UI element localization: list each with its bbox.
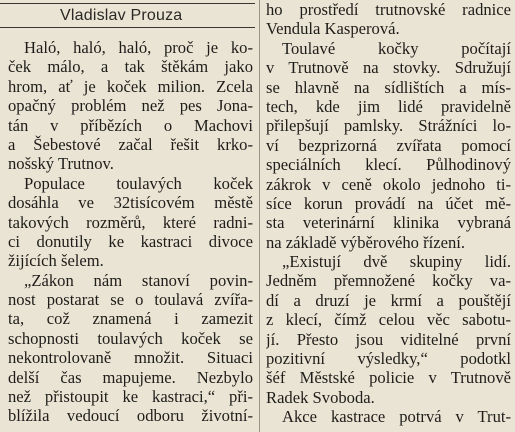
text-line: Haló, haló, haló, proč je ko- — [24, 38, 253, 57]
text-line: dí a druzí je krmí a pouštějí — [266, 290, 511, 310]
text-line: na základě výběrového řízení. — [266, 232, 466, 252]
text-line: delší čas mapujeme. Nezbylo — [8, 367, 253, 387]
column-divider — [259, 0, 260, 432]
text-line: šéf Městské policie v Trutnově — [266, 368, 511, 388]
text-line: tech, kde jim lidé pravidelně — [266, 96, 511, 116]
text-line: nost postarat se o toulavá zvířa- — [8, 290, 253, 310]
text-line: a Šebestové začal řešit krko- — [8, 134, 253, 154]
text-line: přilepšují pamlsky. Strážníci lo- — [266, 116, 511, 136]
text-line: síce korun provádí na účet mě- — [266, 193, 511, 213]
text-line: z klecí, čímž celou věc sabotu- — [266, 310, 511, 330]
text-line: Jedněm přemnožené kočky va- — [266, 271, 511, 291]
text-line: než přistoupit ke kastraci,“ při- — [8, 387, 253, 407]
left-column-text — [0, 38, 255, 426]
text-line: „Existují dvě skupiny lidí. — [282, 252, 511, 272]
text-line: ta, což znamená i zamezit — [8, 309, 253, 329]
text-line: zákrok v ceně okolo jednoho ti- — [266, 174, 511, 194]
text-line: hrom, ať je koček milion. Zcela — [8, 76, 253, 96]
text-line: se hlavně na sídlištích a mís- — [266, 77, 511, 97]
text-line: Toulavé kočky počítají — [282, 38, 511, 58]
text-line: dosáhla ve 32tisícovém městě — [8, 193, 253, 213]
text-line: blížila vedoucí odboru životní- — [8, 406, 253, 426]
text-line: opačný problém než pes Jona- — [8, 96, 253, 116]
text-line: ci donutily ke kastraci divoce — [8, 231, 253, 251]
right-column — [264, 0, 515, 427]
text-line: Populace toulavých koček — [24, 173, 253, 193]
text-line: nekontrolovaně množit. Situaci — [8, 348, 253, 368]
text-line: ví bezprizorná zvířata pomocí — [266, 135, 511, 155]
text-line: v Trutnově na stovky. Sdružují — [266, 58, 511, 78]
left-column — [0, 0, 255, 426]
author-byline: Vladislav Prouza — [0, 3, 255, 28]
text-line: Radek Svoboda. — [266, 387, 375, 407]
text-line: ček málo, a tak štěkám jako — [8, 57, 253, 77]
right-column-text — [264, 0, 515, 427]
text-line: takových rozměrů, které radni- — [8, 212, 253, 232]
text-line: ho prostředí trutnovské radnice — [266, 0, 511, 19]
text-line: Vendula Kasperová. — [266, 19, 400, 39]
text-line: sta veterinární klinika vybraná — [266, 213, 511, 233]
text-line: tán v příbězích o Machovi — [8, 115, 253, 135]
text-line: nošský Trutnov. — [8, 154, 114, 174]
text-line: Akce kastrace potrvá v Trut- — [282, 407, 511, 427]
text-line: „Zákon nám stanoví povin- — [24, 270, 253, 290]
text-line: žijících šelem. — [8, 251, 104, 271]
text-line: jí. Přesto jsou viditelné první — [266, 329, 511, 349]
text-line: pozitivní výsledky,“ podotkl — [266, 349, 511, 369]
text-line: schopnosti toulavých koček se — [8, 328, 253, 348]
text-line: speciálních klecí. Půlhodinový — [266, 155, 511, 175]
